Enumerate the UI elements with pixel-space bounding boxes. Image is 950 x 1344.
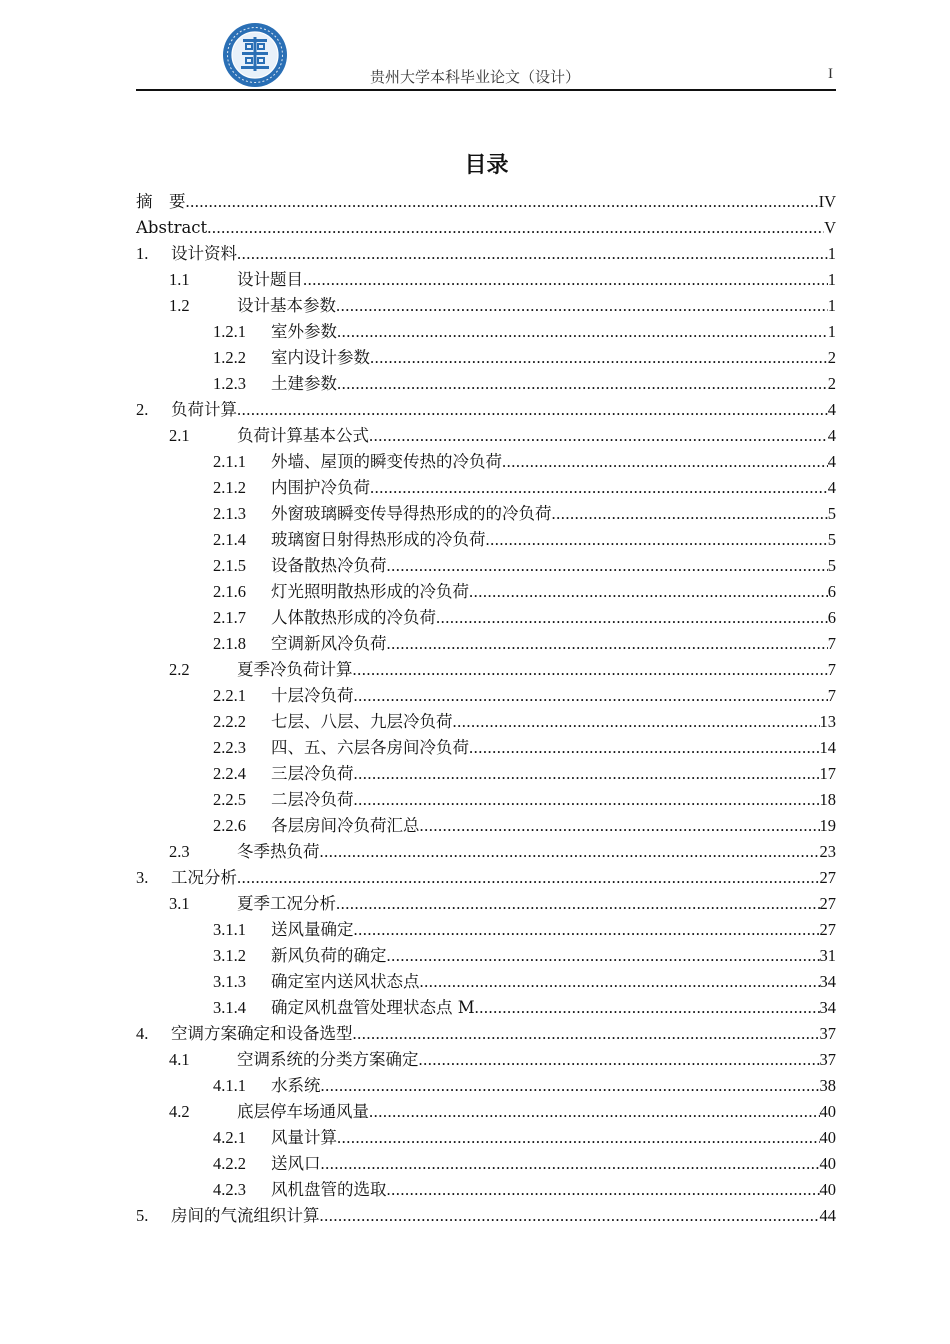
toc-entry-title: 房间的气流组织计算 (171, 1206, 320, 1225)
toc-leader (387, 1177, 820, 1203)
toc-leader (354, 917, 820, 943)
toc-leader (486, 527, 828, 553)
toc-entry[interactable] (136, 267, 836, 293)
toc-entry-page: 40 (819, 1128, 836, 1147)
toc-entry-number: 4.2 (169, 1102, 190, 1121)
toc-entry-number: 1.2.2 (213, 348, 246, 367)
toc-entry-number: 2.2.6 (213, 816, 246, 835)
toc-entry-number: 2.2.2 (213, 712, 246, 731)
toc-entry[interactable] (136, 683, 836, 709)
toc-entry-number: 1. (136, 244, 149, 263)
toc-entry[interactable] (136, 657, 836, 683)
toc-entry-page: 23 (819, 842, 836, 861)
toc-entry-page: 1 (827, 270, 836, 289)
toc-entry[interactable] (136, 579, 836, 605)
toc-entry-page: 4 (827, 452, 836, 471)
toc-leader (552, 501, 828, 527)
toc-leader (237, 241, 828, 267)
toc-leader (336, 891, 820, 917)
toc-entry-title: 设计基本参数 (237, 296, 336, 315)
toc-entry[interactable] (136, 709, 836, 735)
toc-entry-number: 5. (136, 1206, 149, 1225)
toc-entry-number: 2.1.1 (213, 452, 246, 471)
toc-entry-number: 4.1 (169, 1050, 190, 1069)
toc-entry-page: 38 (819, 1076, 836, 1095)
toc-entry[interactable] (136, 1125, 836, 1151)
toc-entry-page: 40 (819, 1154, 836, 1173)
toc-leader (420, 813, 820, 839)
toc-entry-number: 4.1.1 (213, 1076, 246, 1095)
header-divider (136, 89, 836, 91)
toc-entry-title: 风机盘管的选取 (271, 1180, 387, 1199)
toc-entry-title: 夏季冷负荷计算 (237, 660, 353, 679)
toc-entry-title: 空调系统的分类方案确定 (237, 1050, 419, 1069)
toc-entry[interactable] (136, 995, 836, 1021)
toc-entry-page: 5 (827, 556, 836, 575)
header-title: 贵州大学本科毕业论文（设计） (369, 68, 580, 86)
toc-entry[interactable] (136, 241, 836, 267)
toc-entry-page: 27 (819, 894, 836, 913)
toc-entry-title: 各层房间冷负荷汇总 (271, 816, 420, 835)
toc-leader (354, 683, 828, 709)
toc-entry-page: 6 (827, 582, 836, 601)
toc-entry-title: 底层停车场通风量 (237, 1102, 369, 1121)
toc-leader (354, 761, 820, 787)
toc-entry[interactable] (136, 501, 836, 527)
toc-entry-number: 4. (136, 1024, 149, 1043)
toc-entry[interactable] (136, 553, 836, 579)
toc-entry-title: 负荷计算基本公式 (237, 426, 369, 445)
toc-entry-number: 2.2 (169, 660, 190, 679)
toc-entry-page: 40 (819, 1102, 836, 1121)
toc-entry-title: 负荷计算 (171, 400, 237, 419)
toc-entry-number: 2.1.8 (213, 634, 246, 653)
toc-entry-title: 摘 要 (136, 192, 186, 211)
toc-entry[interactable] (136, 735, 836, 761)
toc-leader (475, 995, 820, 1021)
toc-entry[interactable] (136, 969, 836, 995)
toc-leader (321, 1073, 820, 1099)
toc-entry-title: 风量计算 (271, 1128, 337, 1147)
toc-entry-title: 送风量确定 (271, 920, 354, 939)
toc-entry[interactable] (136, 813, 836, 839)
toc-leader (453, 709, 820, 735)
toc-entry-page: 40 (819, 1180, 836, 1199)
toc-entry[interactable] (136, 891, 836, 917)
toc-entry-page: 13 (819, 712, 836, 731)
toc-entry[interactable] (136, 1047, 836, 1073)
toc-entry-title: 空调方案确定和设备选型 (171, 1024, 353, 1043)
toc-leader (419, 1047, 820, 1073)
toc-entry-page: 4 (827, 400, 836, 419)
toc-entry-title: 水系统 (271, 1076, 321, 1095)
toc-entry[interactable] (136, 397, 836, 423)
toc-entry[interactable] (136, 1177, 836, 1203)
toc-leader (207, 215, 824, 241)
toc-entry-title: 外墙、屋顶的瞬变传热的冷负荷 (271, 452, 502, 471)
toc-entry-page: 31 (819, 946, 836, 965)
toc-entry-title: 确定室内送风状态点 (271, 972, 420, 991)
toc-entry-title: 内围护冷负荷 (271, 478, 370, 497)
toc-leader (436, 605, 828, 631)
toc-leader (353, 657, 828, 683)
toc-entry[interactable] (136, 1073, 836, 1099)
toc-entry-number: 1.2 (169, 296, 190, 315)
toc-entry-page: 37 (819, 1050, 836, 1069)
toc-leader (354, 787, 820, 813)
toc-entry-page: 5 (827, 530, 836, 549)
toc-entry-number: 1.2.1 (213, 322, 246, 341)
toc-entry-page: 4 (827, 478, 836, 497)
toc-entry-title: 送风口 (271, 1154, 321, 1173)
toc-entry-page: 2 (827, 348, 836, 367)
toc-entry[interactable] (136, 943, 836, 969)
toc-entry-page: 17 (819, 764, 836, 783)
toc-leader (337, 371, 828, 397)
toc-leader (469, 579, 828, 605)
toc-entry-number: 2. (136, 400, 149, 419)
toc-entry-title: 室内设计参数 (271, 348, 370, 367)
toc-leader (353, 1021, 820, 1047)
toc-entry-page: 1 (827, 296, 836, 315)
toc-entry-page: 7 (827, 686, 836, 705)
toc-entry[interactable] (136, 189, 836, 215)
toc-entry-number: 2.1.5 (213, 556, 246, 575)
toc-entry[interactable] (136, 345, 836, 371)
toc-entry-number: 2.2.4 (213, 764, 246, 783)
toc-leader (387, 943, 820, 969)
toc-entry-title: 设计资料 (171, 244, 237, 263)
toc-entry-title: 设备散热冷负荷 (271, 556, 387, 575)
toc-entry-title: 十层冷负荷 (271, 686, 354, 705)
toc-entry[interactable] (136, 917, 836, 943)
toc-entry-page: V (824, 218, 836, 237)
toc-leader (502, 449, 828, 475)
toc-entry[interactable] (136, 293, 836, 319)
toc-entry-title: 三层冷负荷 (271, 764, 354, 783)
toc-entry-title: 玻璃窗日射得热形成的冷负荷 (271, 530, 486, 549)
table-of-contents (136, 189, 836, 1229)
toc-entry-number: 4.2.2 (213, 1154, 246, 1173)
toc-entry[interactable] (136, 605, 836, 631)
toc-entry[interactable] (136, 371, 836, 397)
toc-entry-title: 灯光照明散热形成的冷负荷 (271, 582, 469, 601)
toc-entry[interactable] (136, 319, 836, 345)
toc-entry-number: 3.1.2 (213, 946, 246, 965)
toc-entry-title: 外窗玻璃瞬变传导得热形成的的冷负荷 (271, 504, 552, 523)
toc-entry[interactable] (136, 1021, 836, 1047)
toc-entry-title: 新风负荷的确定 (271, 946, 387, 965)
toc-entry[interactable] (136, 787, 836, 813)
toc-leader (237, 397, 828, 423)
toc-entry-page: 34 (819, 972, 836, 991)
toc-leader (370, 475, 828, 501)
toc-entry[interactable] (136, 1099, 836, 1125)
toc-entry-page: 1 (827, 244, 836, 263)
toc-leader (337, 319, 828, 345)
toc-entry-number: 2.1.6 (213, 582, 246, 601)
toc-entry-title: 四、五、六层各房间冷负荷 (271, 738, 469, 757)
toc-entry-page: 2 (827, 374, 836, 393)
toc-entry[interactable] (136, 1203, 836, 1229)
toc-leader (369, 1099, 820, 1125)
toc-leader (320, 1203, 820, 1229)
toc-entry[interactable] (136, 839, 836, 865)
toc-entry[interactable] (136, 527, 836, 553)
toc-entry-page: 5 (827, 504, 836, 523)
toc-entry-number: 4.2.1 (213, 1128, 246, 1147)
toc-entry-title: 室外参数 (271, 322, 337, 341)
toc-entry-number: 4.2.3 (213, 1180, 246, 1199)
toc-leader (370, 345, 828, 371)
toc-entry-number: 2.1.4 (213, 530, 246, 549)
toc-leader (303, 267, 828, 293)
toc-leader (186, 189, 819, 215)
toc-entry-number: 2.1 (169, 426, 190, 445)
toc-entry-page: 14 (819, 738, 836, 757)
toc-entry[interactable] (136, 215, 836, 241)
toc-entry-title: 土建参数 (271, 374, 337, 393)
toc-entry-title: 工况分析 (171, 868, 237, 887)
toc-entry-number: 3. (136, 868, 149, 887)
toc-leader (387, 553, 828, 579)
toc-entry[interactable] (136, 761, 836, 787)
toc-entry-title: Abstract (136, 218, 208, 237)
toc-entry[interactable] (136, 865, 836, 891)
toc-entry-page: 6 (827, 608, 836, 627)
toc-leader (320, 839, 820, 865)
toc-entry-number: 2.3 (169, 842, 190, 861)
toc-entry-number: 2.2.5 (213, 790, 246, 809)
toc-entry[interactable] (136, 449, 836, 475)
toc-entry[interactable] (136, 631, 836, 657)
toc-entry-number: 3.1.4 (213, 998, 246, 1017)
toc-entry-number: 3.1 (169, 894, 190, 913)
toc-entry-page: 7 (827, 660, 836, 679)
toc-leader (336, 293, 828, 319)
toc-leader (387, 631, 828, 657)
toc-leader (337, 1125, 820, 1151)
toc-entry[interactable] (136, 423, 836, 449)
toc-leader (469, 735, 820, 761)
toc-entry-page: 1 (827, 322, 836, 341)
toc-entry-number: 2.1.3 (213, 504, 246, 523)
toc-entry-title: 空调新风冷负荷 (271, 634, 387, 653)
toc-entry-title: 冬季热负荷 (237, 842, 320, 861)
toc-entry-page: 27 (819, 920, 836, 939)
toc-entry[interactable] (136, 475, 836, 501)
toc-leader (369, 423, 828, 449)
toc-leader (420, 969, 820, 995)
toc-entry-number: 3.1.1 (213, 920, 246, 939)
toc-entry-title: 设计题目 (237, 270, 303, 289)
toc-entry-page: 18 (819, 790, 836, 809)
toc-entry-title: 二层冷负荷 (271, 790, 354, 809)
toc-entry-number: 2.1.2 (213, 478, 246, 497)
toc-entry-number: 1.1 (169, 270, 190, 289)
toc-entry-page: 4 (827, 426, 836, 445)
toc-entry-number: 2.2.3 (213, 738, 246, 757)
toc-entry-title: 夏季工况分析 (237, 894, 336, 913)
toc-entry-page: 34 (819, 998, 836, 1017)
toc-entry-page: 37 (819, 1024, 836, 1043)
header-page-number: I (828, 66, 833, 82)
toc-entry-number: 3.1.3 (213, 972, 246, 991)
toc-entry-number: 2.2.1 (213, 686, 246, 705)
toc-entry-title: 人体散热形成的冷负荷 (271, 608, 436, 627)
toc-entry-number: 2.1.7 (213, 608, 246, 627)
toc-entry-page: 44 (819, 1206, 836, 1225)
toc-title: 目录 (464, 153, 509, 178)
toc-entry-page: IV (818, 192, 836, 211)
toc-entry-number: 1.2.3 (213, 374, 246, 393)
toc-entry[interactable] (136, 1151, 836, 1177)
toc-entry-title: 七层、八层、九层冷负荷 (271, 712, 453, 731)
toc-leader (237, 865, 820, 891)
toc-entry-page: 19 (819, 816, 836, 835)
toc-entry-page: 27 (819, 868, 836, 887)
toc-leader (321, 1151, 820, 1177)
toc-entry-page: 7 (827, 634, 836, 653)
toc-entry-title: 确定风机盘管处理状态点 M (271, 998, 475, 1017)
